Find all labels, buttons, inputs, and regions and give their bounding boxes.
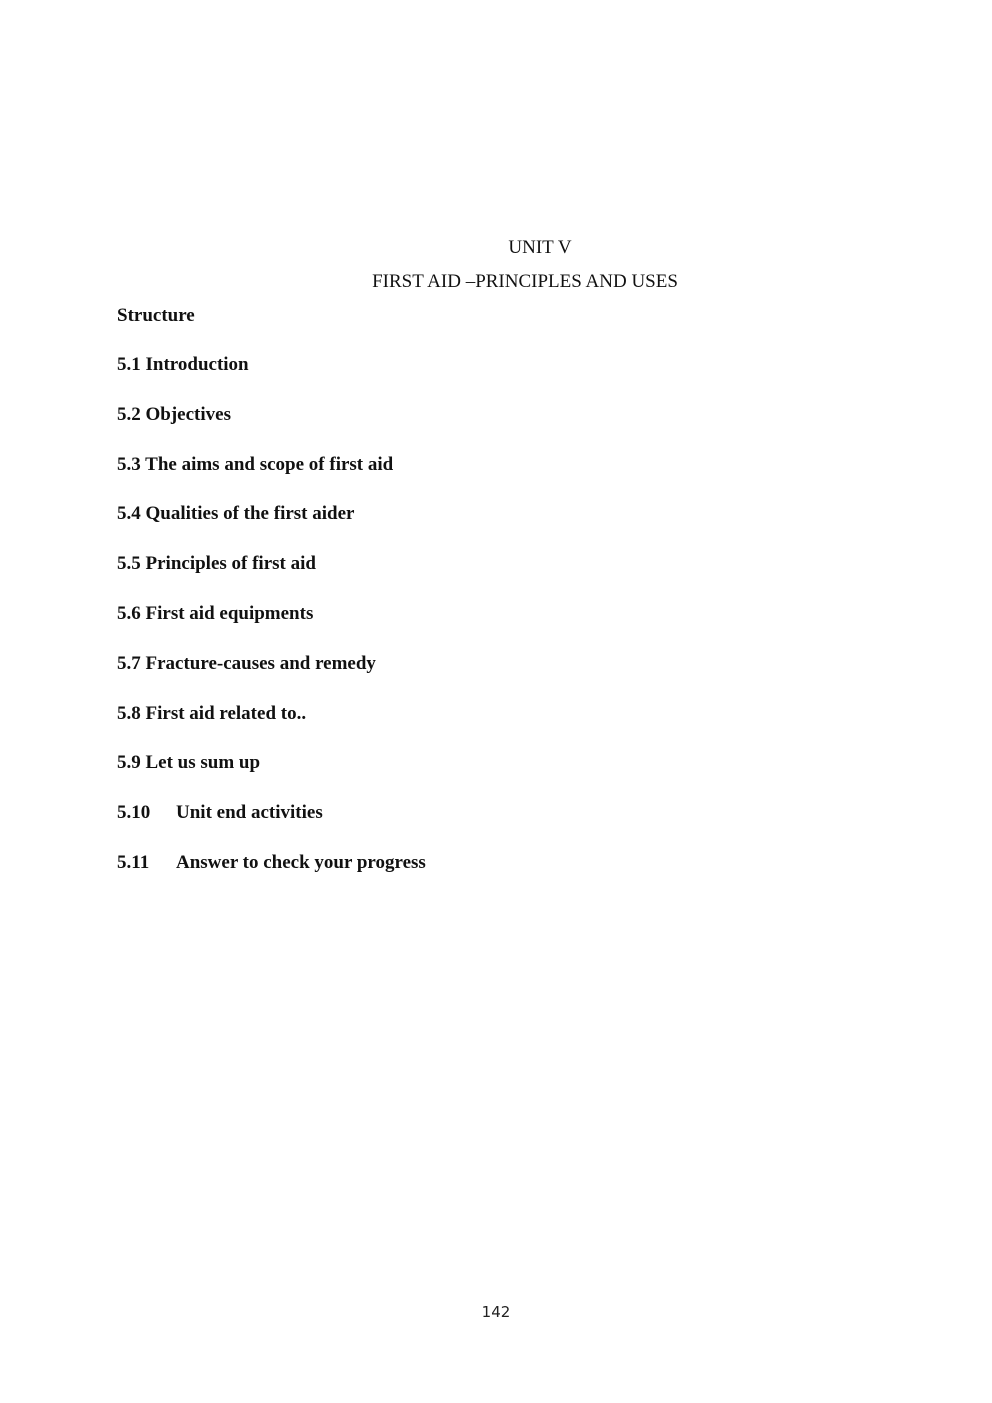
toc-item-5-2 xyxy=(117,403,426,427)
unit-title: FIRST AID –PRINCIPLES AND USES xyxy=(372,271,678,292)
unit-heading: UNIT V xyxy=(508,237,572,258)
toc-item-5-11 xyxy=(117,851,426,875)
toc-item-5-8 xyxy=(117,702,426,726)
toc-item-number: 5.2 xyxy=(117,403,141,425)
toc-item-number: 5.10 xyxy=(117,802,151,824)
toc-item-text: Objectives xyxy=(140,403,231,425)
page-number: 142 xyxy=(481,1303,511,1321)
toc-item-5-6 xyxy=(117,602,426,626)
toc-item-number: 5.6 xyxy=(117,602,141,624)
toc-item-number: 5.8 xyxy=(117,702,141,724)
toc-item-text: First aid equipments xyxy=(140,602,314,624)
toc-item-number: 5.7 xyxy=(117,652,141,674)
toc-item-text: Answer to check your progress xyxy=(176,851,426,873)
toc-item-5-4 xyxy=(117,502,426,526)
toc-item-number: 5.9 xyxy=(117,752,141,774)
toc-item-5-1 xyxy=(117,353,426,377)
toc-item-text: The aims and scope of first aid xyxy=(140,453,394,475)
toc-item-5-5 xyxy=(117,552,426,576)
toc-item-5-7 xyxy=(117,652,426,676)
toc-item-text: Principles of first aid xyxy=(140,553,316,575)
toc-item-text: First aid related to.. xyxy=(140,702,307,724)
toc-item-number: 5.11 xyxy=(117,851,150,873)
toc-item-number: 5.3 xyxy=(117,453,141,475)
structure-list xyxy=(117,353,426,901)
toc-item-text: Fracture-causes and remedy xyxy=(140,652,376,674)
toc-item-5-9 xyxy=(117,751,426,775)
toc-item-5-10 xyxy=(117,801,426,825)
toc-item-text: Let us sum up xyxy=(140,752,261,774)
toc-item-text: Unit end activities xyxy=(176,802,323,824)
toc-item-5-3 xyxy=(117,453,426,477)
toc-item-number: 5.4 xyxy=(117,503,141,525)
structure-label: Structure xyxy=(117,305,195,326)
toc-item-number: 5.5 xyxy=(117,553,141,575)
toc-item-number: 5.1 xyxy=(117,354,141,375)
toc-item-text: Introduction xyxy=(140,354,249,375)
toc-item-text: Qualities of the first aider xyxy=(140,503,355,525)
